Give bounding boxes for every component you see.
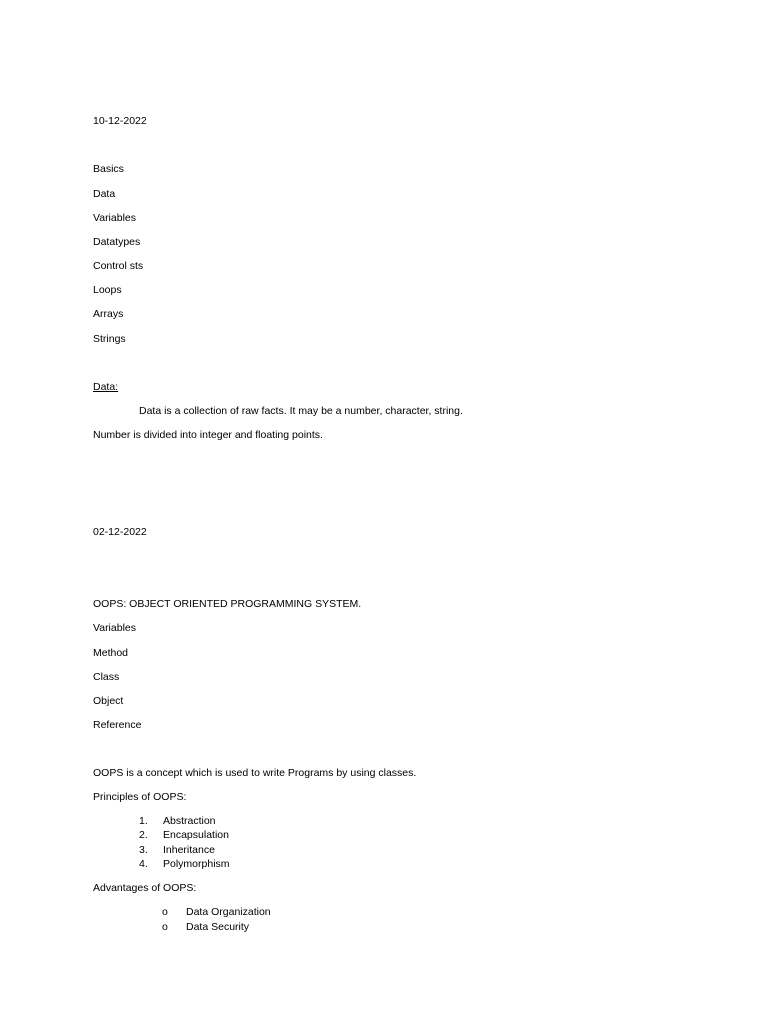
bullet-marker: o — [162, 921, 168, 933]
oops-topic-variables: Variables — [93, 622, 136, 634]
principle-inheritance: Inheritance — [163, 844, 215, 856]
oops-topic-method: Method — [93, 647, 129, 659]
data-definition: Data is a collection of raw facts. It may be a number, character, string. — [139, 405, 463, 417]
topic-strings: Strings — [93, 333, 126, 345]
principle-number: 2. — [139, 829, 148, 841]
oops-concept: OOPS is a concept which is used to write Programs by using classes. — [93, 767, 417, 779]
data-heading: Data: — [93, 381, 119, 393]
oops-topic-reference: Reference — [93, 719, 142, 731]
topic-basics: Basics — [93, 163, 124, 175]
bullet-marker: o — [162, 906, 168, 918]
advantage-data-security: Data Security — [186, 921, 250, 933]
principle-encapsulation: Encapsulation — [163, 829, 229, 841]
number-note: Number is divided into integer and floating points. — [93, 429, 323, 441]
oops-title: OOPS: OBJECT ORIENTED PROGRAMMING SYSTEM. — [93, 598, 362, 610]
advantages-heading: Advantages of OOPS: — [93, 882, 197, 894]
advantage-data-organization: Data Organization — [186, 906, 271, 918]
principle-number: 1. — [139, 815, 148, 827]
topic-data: Data — [93, 188, 116, 200]
topic-arrays: Arrays — [93, 308, 124, 320]
principle-number: 4. — [139, 858, 148, 870]
topic-loops: Loops — [93, 284, 122, 296]
principles-heading: Principles of OOPS: — [93, 791, 187, 803]
topic-datatypes: Datatypes — [93, 236, 141, 248]
principle-polymorphism: Polymorphism — [163, 858, 230, 870]
oops-topic-class: Class — [93, 671, 120, 683]
principle-number: 3. — [139, 844, 148, 856]
oops-topic-object: Object — [93, 695, 124, 707]
date-2: 02-12-2022 — [93, 526, 147, 538]
principle-abstraction: Abstraction — [163, 815, 216, 827]
topic-variables: Variables — [93, 212, 136, 224]
topic-control-sts: Control sts — [93, 260, 144, 272]
date-1: 10-12-2022 — [93, 115, 147, 127]
